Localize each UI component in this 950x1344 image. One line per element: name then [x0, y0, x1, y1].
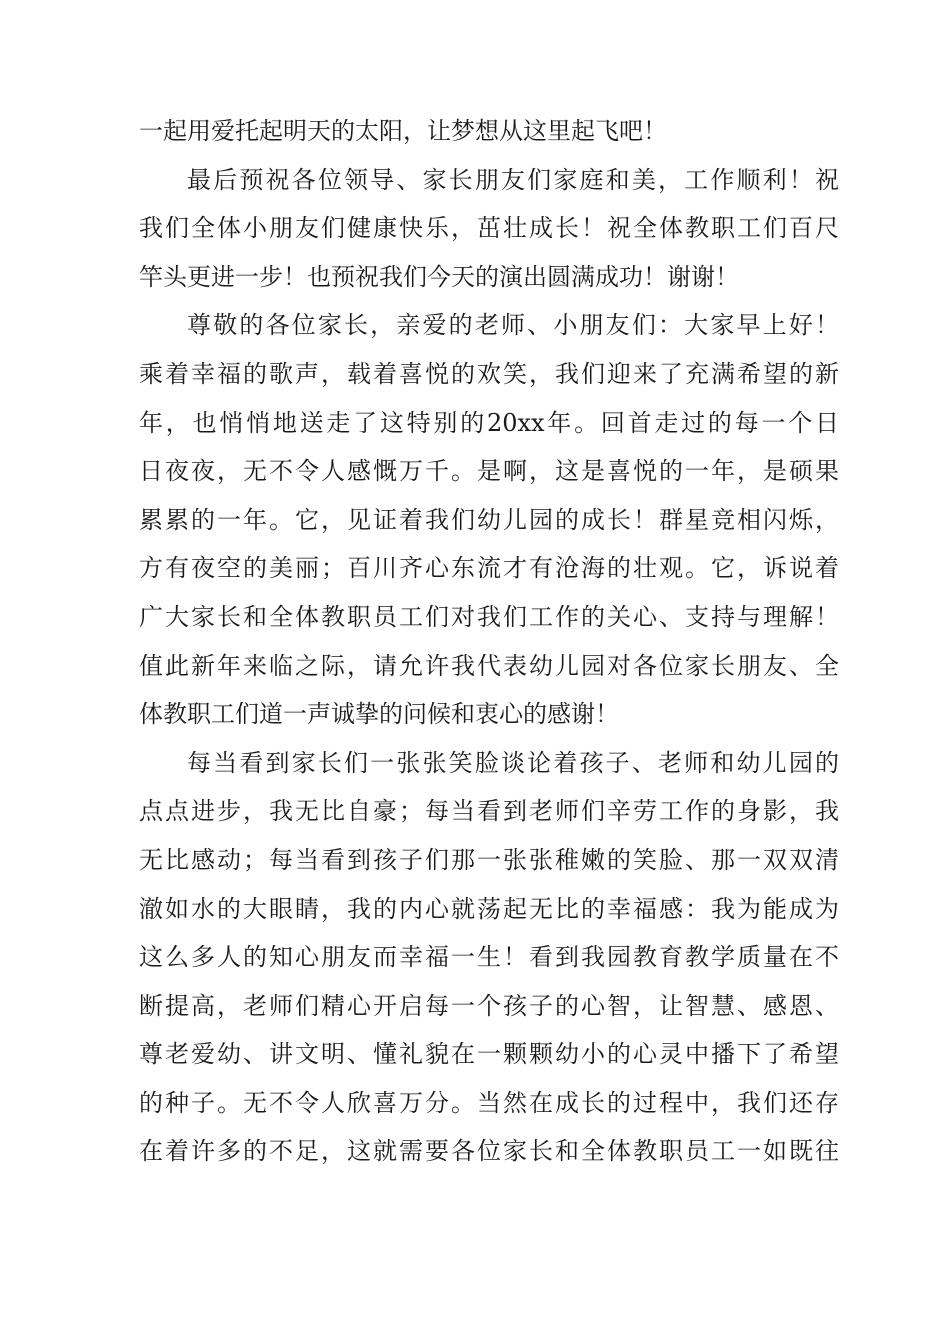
text-line: 乘着幸福的歌声，载着喜悦的欢笑，我们迎来了充满希望的新	[139, 359, 839, 388]
text-line: 澈如水的大眼睛，我的内心就荡起无比的幸福感：我为能成为	[139, 894, 839, 923]
text-line: 竿头更进一步！也预祝我们今天的演出圆满成功！谢谢！	[139, 262, 739, 291]
text-line: 我们全体小朋友们健康快乐，茁壮成长！祝全体教职工们百尺	[139, 214, 839, 243]
text-line: 最后预祝各位领导、家长朋友们家庭和美，工作顺利！祝	[187, 165, 839, 194]
text-line: 值此新年来临之际，请允许我代表幼儿园对各位家长朋友、全	[139, 651, 839, 680]
text-line: 日夜夜，无不令人感慨万千。是啊，这是喜悦的一年，是硕果	[139, 457, 839, 486]
text-line: 尊老爱幼、讲文明、懂礼貌在一颗颗幼小的心灵中播下了希望	[139, 1040, 839, 1069]
text-line: 的种子。无不令人欣喜万分。当然在成长的过程中，我们还存	[139, 1088, 839, 1117]
text-line: 广大家长和全体教职员工们对我们工作的关心、支持与理解！	[139, 602, 839, 631]
text-line: 这么多人的知心朋友而幸福一生！看到我园教育教学质量在不	[139, 943, 839, 972]
text-line: 在着许多的不足，这就需要各位家长和全体教职员工一如既往	[139, 1137, 839, 1166]
text-line: 一起用爱托起明天的太阳，让梦想从这里起飞吧！	[139, 117, 667, 145]
text-line: 每当看到家长们一张张笑脸谈论着孩子、老师和幼儿园的	[187, 748, 839, 777]
text-line: 体教职工们道一声诚挚的问候和衷心的感谢！	[139, 700, 619, 729]
document-body	[139, 107, 839, 1176]
text-line: 方有夜空的美丽；百川齐心东流才有沧海的壮观。它，诉说着	[139, 554, 839, 583]
text-line: 尊敬的各位家长，亲爱的老师、小朋友们：大家早上好！	[187, 311, 839, 340]
text-line: 点点进步，我无比自豪；每当看到老师们辛劳工作的身影，我	[139, 797, 839, 826]
text-line: 断提高，老师们精心开启每一个孩子的心智，让智慧、感恩、	[139, 991, 839, 1020]
text-line: 年，也悄悄地送走了这特别的20xx年。回首走过的每一个日	[139, 408, 839, 437]
text-line: 无比感动；每当看到孩子们那一张张稚嫩的笑脸、那一双双清	[139, 845, 839, 874]
text-line: 累累的一年。它，见证着我们幼儿园的成长！群星竞相闪烁，	[139, 505, 839, 534]
